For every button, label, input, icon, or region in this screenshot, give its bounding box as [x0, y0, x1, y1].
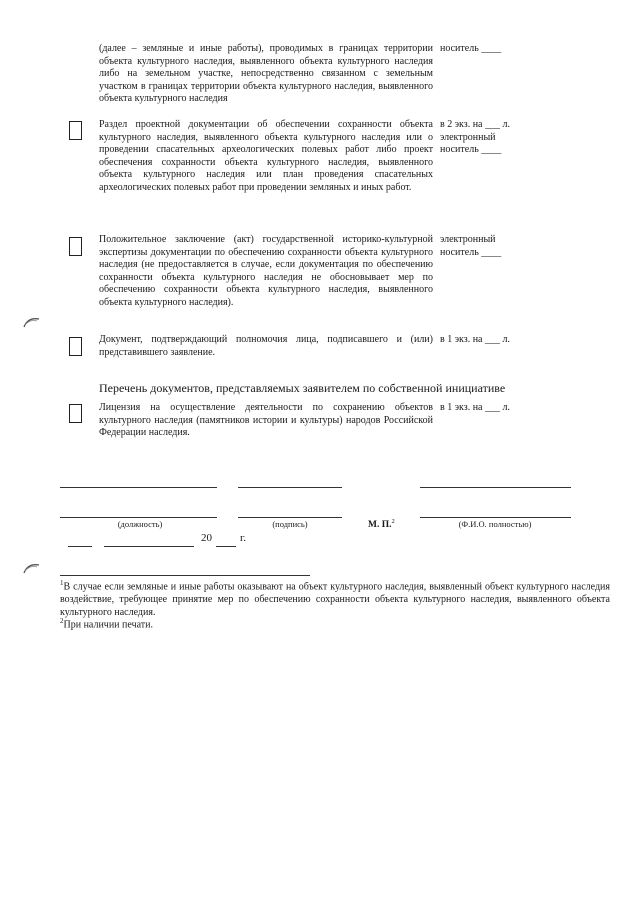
date-year-field[interactable] [216, 546, 236, 547]
item-continuation-text: (далее – земляные и иные работы), проводимых в границах территории объекта культурного наследия, выявленного объекта культурного наследия либо на земельном участке, непосредственно связанном с земельным участком в границах территории объекта культурного наследия, выявленного объекта культурного наследия [99, 43, 433, 105]
item-project-docs-text: Раздел проектной документации об обеспечении сохранности объекта культурного наследия, выявленного объекта культурного наследия или о проведении спасательных археологических полевых работ либо проект обеспечения сохранности объекта культурного наследия, выявленного объекта культурного наследия или план проведения спасательных археологических полевых работ при проведении земляных и иных работ. [99, 119, 433, 193]
item-expertise-electronic: электронный [440, 234, 496, 245]
footnote-1-number: 1 [60, 579, 64, 587]
full-name-field[interactable] [420, 517, 571, 518]
footnote-2 [60, 615, 610, 632]
footnote-2-text: При наличии печати. [63, 619, 153, 631]
checkbox-project-docs[interactable] [69, 121, 82, 140]
footnote-1 [60, 577, 610, 619]
signature-line-top [238, 487, 342, 488]
item-project-docs-qty [440, 119, 560, 157]
item-project-docs-electronic: электронный [440, 131, 496, 143]
item-license-qty: в 1 экз. на ___ л. [440, 402, 510, 413]
date-year-suffix: г. [240, 532, 247, 544]
checkbox-authority-doc[interactable] [69, 337, 82, 356]
position-caption: (должность) [117, 519, 163, 529]
checkbox-expertise-conclusion[interactable] [69, 237, 82, 256]
footnote-2-number: 2 [60, 617, 64, 625]
item-continuation-carrier: носитель ____ [440, 43, 502, 54]
signature-caption: (подпись) [272, 519, 308, 529]
name-caption: (Ф.И.О. полностью) [458, 519, 532, 529]
item-project-docs-carrier: носитель ____ [440, 144, 502, 156]
section-heading-own-initiative: Перечень документов, представляемых заявителем по собственной инициативе [99, 381, 506, 395]
item-license-text: Лицензия на осуществление деятельности по сохранению объектов культурного наследия (памятников истории и культуры) народов Российской Федерации наследия. [99, 402, 433, 439]
name-line-top [420, 487, 571, 488]
item-expertise-carrier: носитель ____ [440, 246, 502, 258]
item-expertise-text: Положительное заключение (акт) государственной историко-культурной экспертизы документации по обеспечению сохранности объекта культурного наследия (не предоставляется в случае, если документация по обеспечению сохранности объекта культурного наследия не обосновывает мер по обеспечению сохранности объекта культурного наследия, выявленного объекта культурного наследия). [99, 234, 433, 308]
position-field[interactable] [60, 517, 217, 518]
footnote-separator [60, 575, 310, 576]
binding-hole-mark-icon [22, 315, 42, 329]
signature-field[interactable] [238, 517, 342, 518]
item-authority-qty: в 1 экз. на ___ л. [440, 334, 510, 345]
position-line-top [60, 487, 217, 488]
date-day-field[interactable] [68, 546, 92, 547]
footnote-1-text: В случае если земляные и иные работы оказывают на объект культурного наследия, выявленный объект культурного наследия воздействие, требующее принятие мер по обеспечению сохранности объекта культурного наследия, выявленного объекта культурного наследия. [60, 581, 610, 618]
date-month-field[interactable] [104, 546, 194, 547]
checkbox-license[interactable] [69, 404, 82, 423]
item-project-docs-copies: в 2 экз. на ___ л. [440, 119, 510, 130]
item-expertise-qty [440, 234, 540, 259]
item-authority-text: Документ, подтверждающий полномочия лица, подписавшего и (или) представившего заявление. [99, 334, 433, 358]
stamp-label: М. П.$^2$ [368, 518, 395, 531]
stamp-footnote-ref: 2 [391, 518, 395, 525]
date-year-prefix: 20 [201, 532, 212, 544]
binding-hole-mark-icon [22, 561, 42, 575]
